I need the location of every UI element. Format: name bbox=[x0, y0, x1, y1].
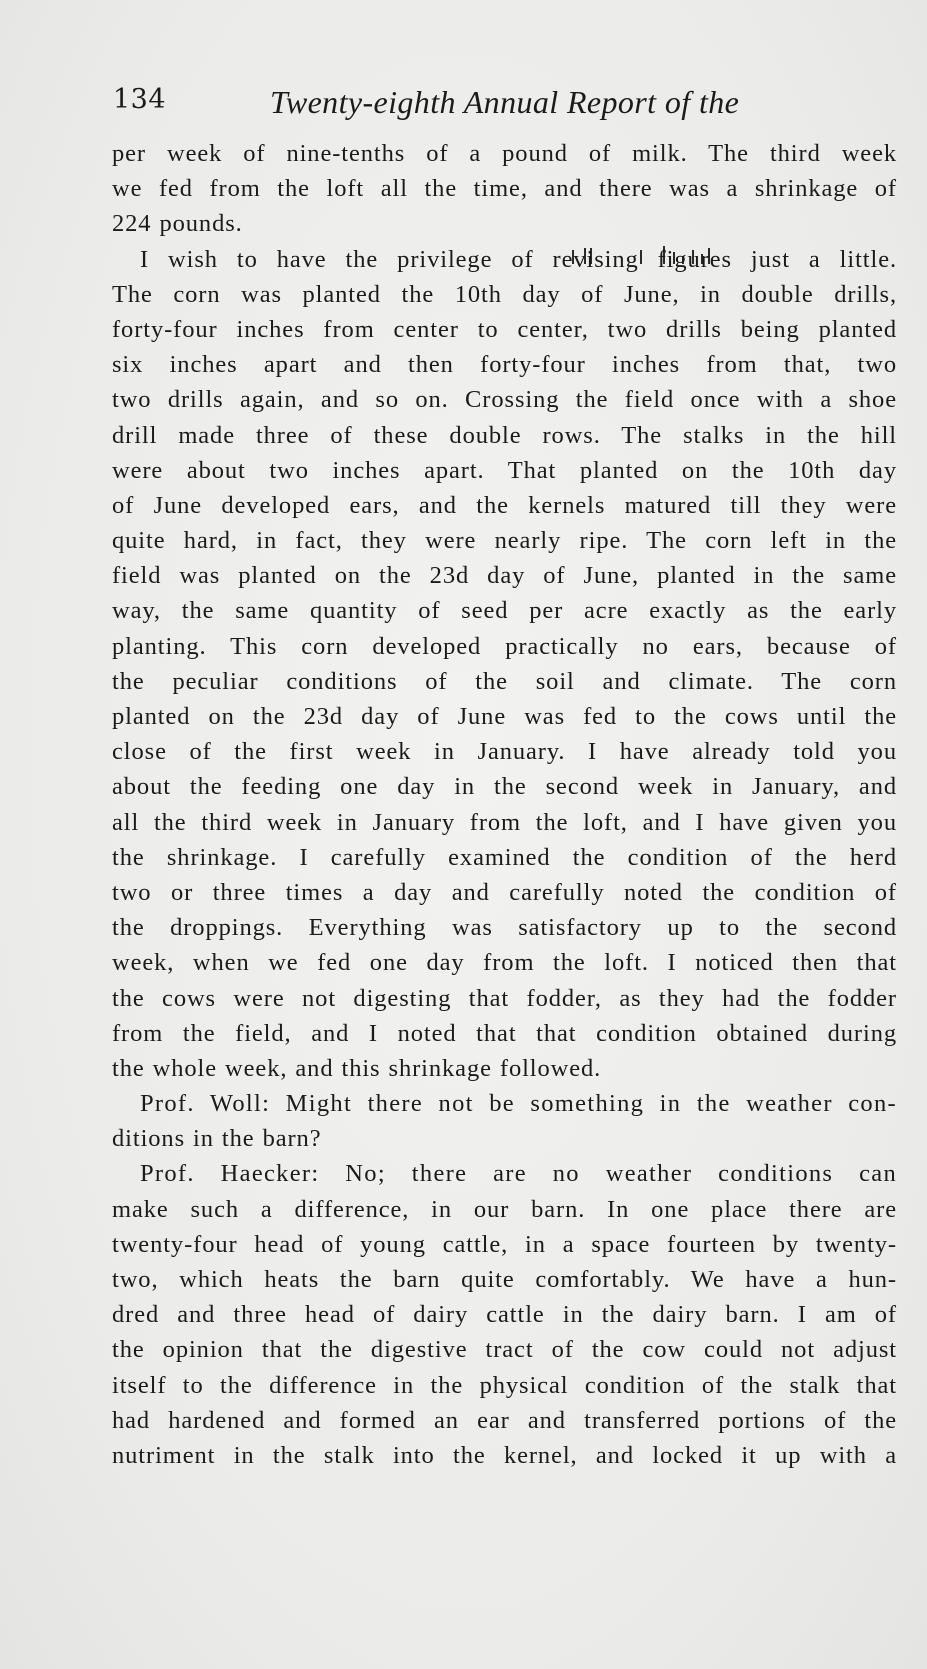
text-line: had hardened and formed an ear and transferred portions of the bbox=[112, 1406, 897, 1434]
text-line-speaker: Prof. Haecker: No; there are no weather conditions can bbox=[140, 1160, 897, 1188]
text-line: way, the same quantity of seed per acre exactly as the early bbox=[112, 597, 897, 625]
text-line: two or three times a day and carefully noted the condition of bbox=[112, 878, 897, 906]
text-line: field was planted on the 23d day of June, planted in the same bbox=[112, 562, 897, 590]
text-line: twenty-four head of young cattle, in a space fourteen by twenty- bbox=[112, 1230, 897, 1258]
text-line: quite hard, in fact, they were nearly ripe. The corn left in the bbox=[112, 527, 897, 555]
text-line: planted on the 23d day of June was fed to the cows until the bbox=[112, 703, 897, 730]
text-line: were about two inches apart. That planted on the 10th day bbox=[112, 456, 897, 484]
text-line: 224 pounds. bbox=[112, 210, 243, 238]
text-line: the shrinkage. I carefully examined the condition of the herd bbox=[112, 843, 897, 871]
text-line: planting. This corn developed practically no ears, because of bbox=[112, 632, 897, 660]
text-line: six inches apart and then forty-four inches from that, two bbox=[112, 351, 897, 379]
text-line: the peculiar conditions of the soil and climate. The corn bbox=[112, 667, 897, 695]
text-line: ditions in the barn? bbox=[112, 1125, 322, 1153]
text-line: week, when we fed one day from the loft. I noticed then that bbox=[112, 949, 897, 977]
page-number: 134 bbox=[113, 84, 167, 115]
text-line: two, which heats the barn quite comfortably. We have a hun- bbox=[112, 1266, 897, 1293]
text-line: the cows were not digesting that fodder, as they had the fodder bbox=[112, 984, 897, 1012]
text-line: drill made three of these double rows. The stalks in the hill bbox=[112, 421, 897, 449]
text-line: two drills again, and so on. Crossing the field once with a shoe bbox=[112, 386, 897, 414]
text-line: The corn was planted the 10th day of June, in double drills, bbox=[112, 280, 897, 308]
text-line: close of the first week in January. I have already told you bbox=[112, 738, 897, 766]
text-line: all the third week in January from the loft, and I have given you bbox=[112, 808, 897, 836]
text-line: from the field, and I noted that that condition obtained during bbox=[112, 1019, 897, 1047]
text-line-speaker: Prof. Woll: Might there not be something in the weather con- bbox=[140, 1090, 897, 1118]
text-line: forty-four inches from center to center, two drills being planted bbox=[112, 315, 897, 343]
body-text bbox=[112, 136, 897, 1473]
running-head: Twenty-eighth Annual Report of the bbox=[270, 84, 740, 120]
text-line: dred and three head of dairy cattle in the dairy barn. I am of bbox=[112, 1301, 897, 1329]
text-line: per week of nine-tenths of a pound of milk. The third week bbox=[112, 140, 897, 167]
text-line: of June developed ears, and the kernels matured till they were bbox=[112, 491, 897, 519]
text-line: the whole week, and this shrinkage followed. bbox=[112, 1054, 602, 1082]
text-line: I wish to have the privilege of revising figures just a little. bbox=[140, 245, 897, 273]
text-line: make such a difference, in our barn. In one place there are bbox=[112, 1195, 897, 1223]
text-line: itself to the difference in the physical condition of the stalk that bbox=[112, 1371, 897, 1399]
text-line: nutriment in the stalk into the kernel, and locked it up with a bbox=[112, 1441, 897, 1469]
text-line: the droppings. Everything was satisfactory up to the second bbox=[112, 914, 897, 942]
text-line: the opinion that the digestive tract of the cow could not adjust bbox=[112, 1336, 897, 1364]
text-line: we fed from the loft all the time, and there was a shrinkage of bbox=[112, 175, 897, 203]
page-header bbox=[113, 80, 903, 126]
text-line: about the feeding one day in the second week in January, and bbox=[112, 773, 897, 801]
